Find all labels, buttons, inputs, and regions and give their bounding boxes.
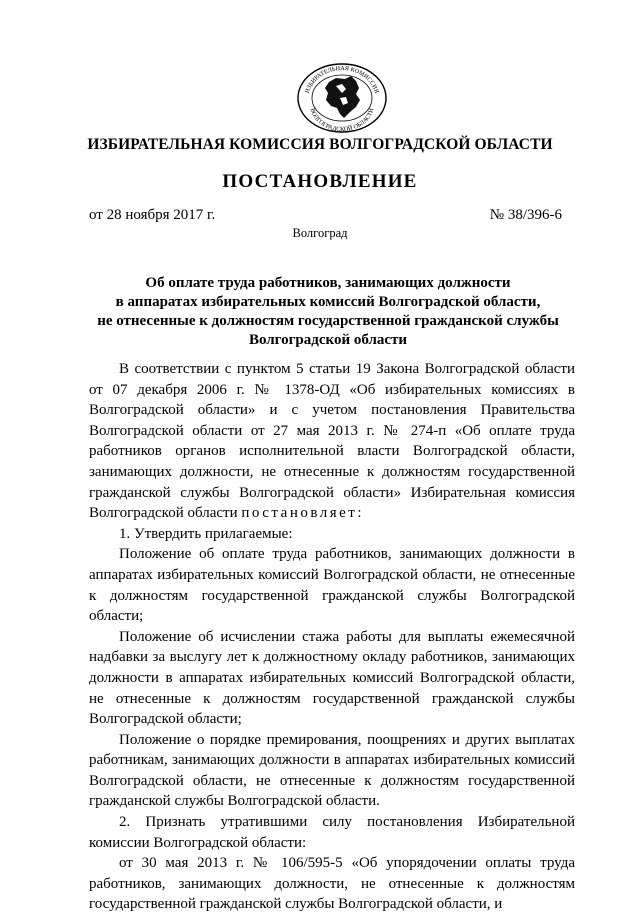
title-line: в аппаратах избирательных комиссий Волгоградской области,: [115, 294, 541, 310]
item-1a: Положение об оплате труда работников, занимающих должности в аппаратах избирательных комиссий Волгоградской области, не отнесенные к должностям государственной гражданской службы Волгоградской области;: [89, 546, 575, 625]
item-2a: от 30 мая 2013 г. № 106/595-5 «Об упорядочении оплаты труда работников, занимающих должности, не отнесенные к должностям государственной гражданской службы Волгоградской области, и: [89, 855, 575, 913]
emblem-text-top: ИЗБИРАТЕЛЬНАЯ КОМИССИЯ: [303, 64, 381, 95]
document-number: № 38/396-6: [489, 207, 562, 223]
resolves-word: постановляет:: [241, 505, 365, 522]
emblem-text-bottom: ВОЛГОГРАДСКОЙ ОБЛАСТИ: [308, 107, 376, 134]
item-1c: Положение о порядке премирования, поощрениях и других выплатах работникам, занимающих должности в аппаратах избирательных комиссий Волгоградской области, не отнесенные к должностям государственной гражданской службы Волгоградской области.: [89, 731, 575, 810]
document-title: [88, 274, 568, 350]
title-line: Об оплате труда работников, занимающих должности: [145, 275, 511, 291]
document-date: от 28 ноября 2017 г.: [89, 207, 216, 223]
title-line: не отнесенные к должностям государственной гражданской службы: [97, 313, 559, 329]
document-body: [89, 359, 575, 915]
organization-name: ИЗБИРАТЕЛЬНАЯ КОМИССИЯ ВОЛГОГРАДСКОЙ ОБЛАСТИ: [87, 136, 553, 153]
document-city: Волгоград: [292, 226, 348, 240]
commission-emblem-icon: [296, 62, 388, 134]
title-line: Волгоградской области: [248, 332, 408, 348]
intro-text: В соответствии с пунктом 5 статьи 19 Закона Волгоградской области от 07 декабря 2006 г. № 1378-ОД «Об избирательных комиссиях в Волгоградской области» и с учетом постановления Правительства Волгоградской области от 27 мая 2013 г. № 274-п «Об оплате труда работников органов исполнительной власти Волгоградской области, занимающих должности, не отнесенные к должностям государственной гражданской службы Волгоградской области» Избирательная комиссия Волгоградской области: [89, 361, 575, 522]
intro-paragraph: [89, 359, 575, 524]
item-1b: Положение об исчислении стажа работы для выплаты ежемесячной надбавки за выслугу лет к должностному окладу работников, занимающих должности в аппаратах избирательных комиссий Волгоградской области, не отнесенные к должностям государственной гражданской службы Волгоградской области;: [89, 628, 575, 728]
item-1: 1. Утвердить прилагаемые:: [119, 525, 293, 542]
document-type: ПОСТАНОВЛЕНИЕ: [222, 171, 418, 192]
item-2: 2. Признать утратившими силу постановления Избирательной комиссии Волгоградской области:: [89, 814, 575, 851]
